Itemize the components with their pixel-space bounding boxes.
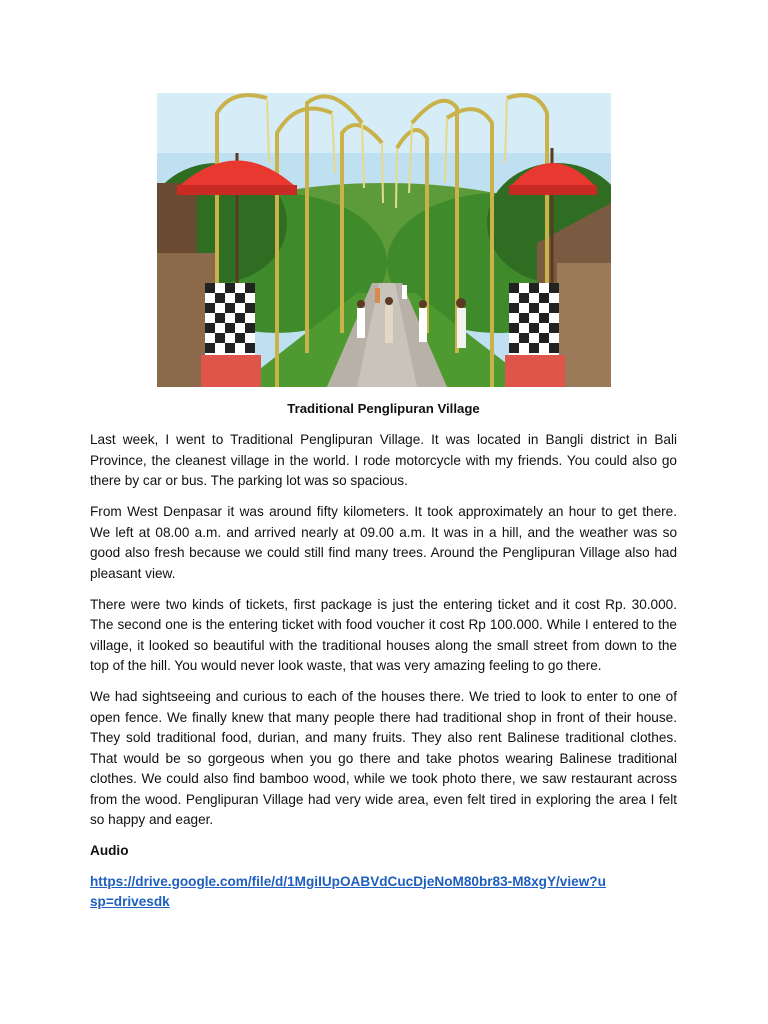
village-photo-image — [157, 93, 611, 387]
paragraph: From West Denpasar it was around fifty kilometers. It took approximately an hour to get there. We left at 08.00 a.m. and arrived nearly at 09.00 a.m. It was in a hill, and the weather was so good also fresh because we could still find many trees. Around the Penglipuran Village also had pleasant view. — [90, 504, 677, 581]
village-photo — [157, 93, 611, 387]
audio-link[interactable]: https://drive.google.com/file/d/1MgiIUpOABVdCucDjeNoM80br83-M8xgY/view?usp=drivesdk — [90, 873, 606, 909]
audio-heading: Audio — [90, 843, 129, 858]
photo-caption: Traditional Penglipuran Village — [287, 401, 480, 416]
article-body — [90, 430, 677, 913]
paragraph: There were two kinds of tickets, first package is just the entering ticket and it cost Rp. 30.000. The second one is the entering ticket with food voucher it cost Rp 100.000. While I entered to the village, it looked so beautiful with the traditional houses along the small street from down to the top of the hill. You would never look waste, that was very amazing feeling to go there. — [90, 596, 677, 673]
paragraph: We had sightseeing and curious to each of the houses there. We tried to look to enter to one of open fence. We finally knew that many people there had traditional shop in front of their house. They sold traditional food, durian, and many fruits. They also rent Balinese traditional clothes. That would be so gorgeous when you go there and take photos wearing Balinese traditional clothes. We could also find bamboo wood, while we took photo there, we saw restaurant across from the wood. Penglipuran Village had very wide area, even felt tired in exploring the area I felt so happy and eager. — [90, 689, 677, 827]
paragraph: Last week, I went to Traditional Penglipuran Village. It was located in Bangli district in Bali Province, the cleanest village in the world. I rode motorcycle with my friends. You could also go there by car or bus. The parking lot was so spacious. — [90, 432, 677, 488]
